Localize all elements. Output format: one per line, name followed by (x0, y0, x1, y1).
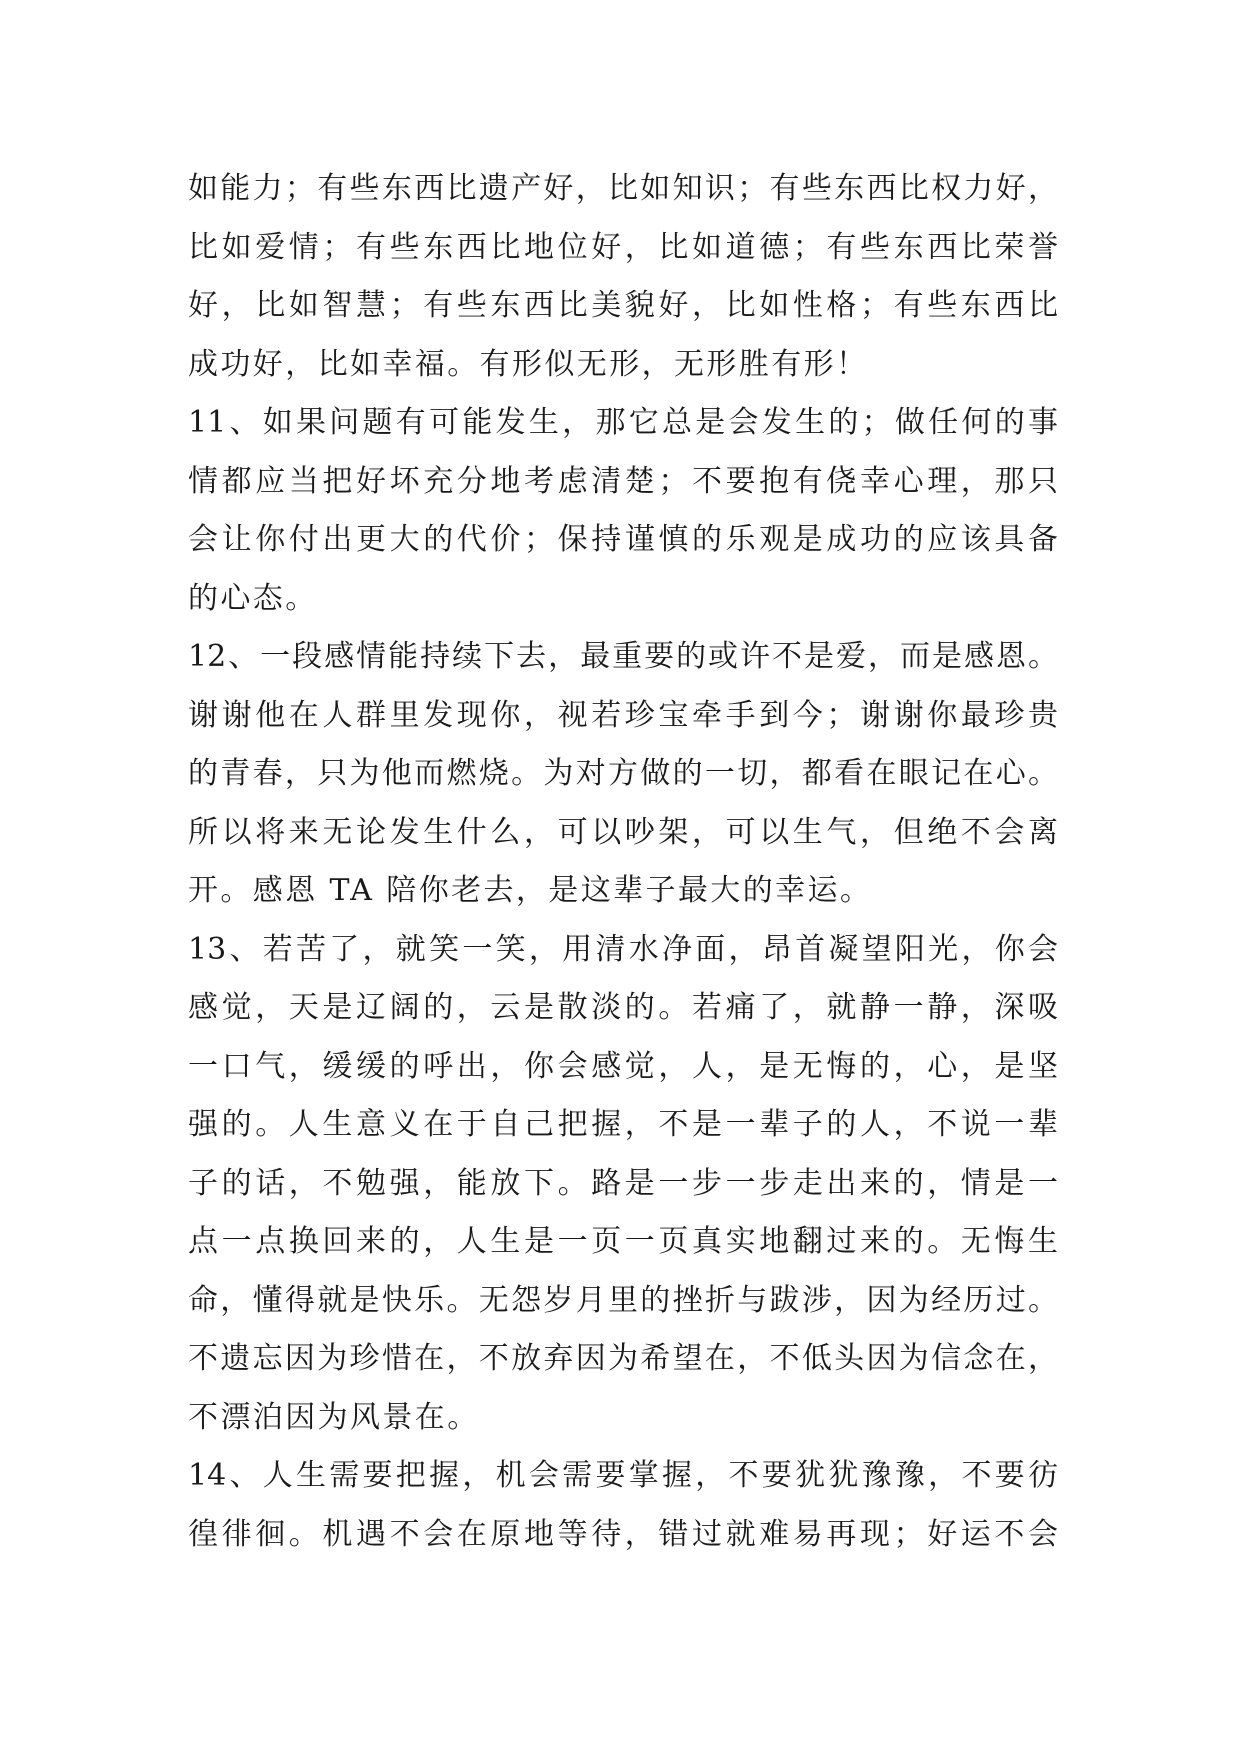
text-line: 好，比如智慧；有些东西比美貌好，比如性格；有些东西比 (188, 288, 1058, 323)
text-line: 开。感恩 TA 陪你老去，是这辈子最大的幸运。 (188, 873, 873, 908)
text-line: 一口气，缓缓的呼出，你会感觉，人，是无悔的，心，是坚 (188, 1048, 1058, 1084)
text-line: 子的话，不勉强，能放下。路是一步一步走出来的，情是一 (188, 1165, 1058, 1201)
text-line: 命，懂得就是快乐。无怨岁月里的挫折与跋涉，因为经历过。 (188, 1282, 1058, 1318)
text-line: 比如爱情；有些东西比地位好，比如道德；有些东西比荣誉 (188, 229, 1058, 265)
text-line: 的心态。 (188, 580, 318, 616)
text-line: 的青春，只为他而燃烧。为对方做的一切，都看在眼记在心。 (188, 756, 1058, 791)
text-line: 感觉，天是辽阔的，云是散淡的。若痛了，就静一静，深吸 (188, 990, 1058, 1025)
text-line: 12、一段感情能持续下去，最重要的或许不是爱，而是感恩。 (188, 639, 1058, 674)
text-line: 徨徘徊。机遇不会在原地等待，错过就难易再现；好运不会 (188, 1516, 1058, 1552)
text-line: 点一点换回来的，人生是一页一页真实地翻过来的。无悔生 (188, 1224, 1058, 1259)
text-line: 14、人生需要把握，机会需要掌握，不要犹犹豫豫，不要彷 (188, 1458, 1058, 1493)
text-line: 13、若苦了，就笑一笑，用清水净面，昂首凝望阳光，你会 (188, 931, 1058, 967)
text-line: 情都应当把好坏充分地考虑清楚；不要抱有侥幸心理，那只 (188, 463, 1058, 499)
text-line: 强的。人生意义在于自己把握，不是一辈子的人，不说一辈 (188, 1107, 1058, 1142)
text-line: 谢谢他在人群里发现你，视若珍宝牵手到今；谢谢你最珍贵 (188, 697, 1058, 733)
document-page (188, 160, 1058, 1564)
text-line: 不遗忘因为珍惜在，不放弃因为希望在，不低头因为信念在， (188, 1341, 1058, 1376)
text-line: 所以将来无论发生什么，可以吵架，可以生气，但绝不会离 (188, 814, 1058, 850)
text-line: 不漂泊因为风景在。 (188, 1399, 480, 1435)
text-line: 11、如果问题有可能发生，那它总是会发生的；做任何的事 (188, 405, 1058, 440)
text-line: 成功好，比如幸福。有形似无形，无形胜有形！ (188, 346, 869, 382)
text-line: 会让你付出更大的代价；保持谨慎的乐观是成功的应该具备 (188, 522, 1058, 557)
text-line: 如能力；有些东西比遗产好，比如知识；有些东西比权力好， (188, 171, 1058, 206)
